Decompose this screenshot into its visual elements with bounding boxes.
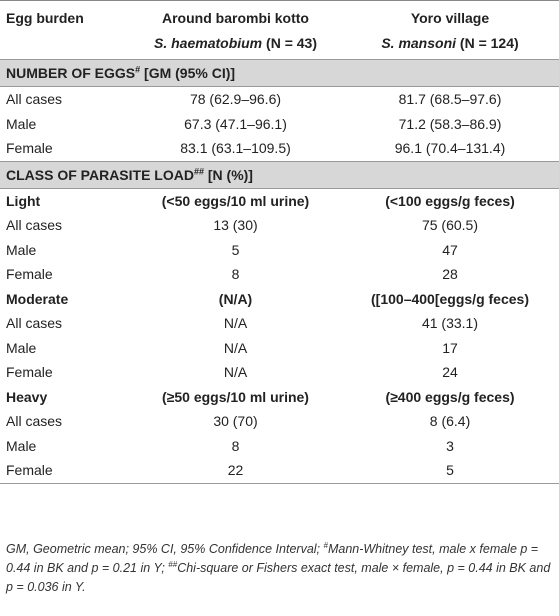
group-row-moderate	[0, 287, 559, 312]
table-row	[0, 112, 559, 137]
row-label: All cases	[6, 413, 63, 430]
footnote-mann-whitney: Mann-Whitney test, male x female p = 0.44 in BK and p = 0.21 in Y;	[6, 542, 539, 575]
table-row	[0, 262, 559, 287]
cell-bk: 78 (62.9–96.6)	[189, 91, 282, 108]
table-row	[0, 213, 559, 238]
section-title: NUMBER OF EGGS# [GM (95% CI)]	[0, 60, 559, 87]
cell-y: 5	[446, 462, 454, 479]
cell-bk: 83.1 (63.1–109.5)	[180, 140, 291, 157]
cell-y: 24	[442, 364, 458, 381]
cell-y: 81.7 (68.5–97.6)	[398, 91, 502, 108]
cell-bk: 8	[231, 266, 240, 283]
table-row	[0, 409, 559, 434]
cell-bk: N/A	[223, 364, 248, 381]
footnote-mark-2: ##	[168, 559, 178, 569]
footnote-mark-1: #	[323, 540, 328, 550]
table-bottom-rule	[0, 483, 559, 484]
cell-y: 47	[442, 241, 458, 258]
cell-bk: 13 (30)	[213, 217, 258, 234]
section-number-of-eggs	[0, 60, 559, 87]
cell-y: 96.1 (70.4–131.4)	[394, 140, 506, 157]
row-label: Female	[6, 462, 53, 479]
cell-y: 28	[442, 266, 458, 283]
table-header-row	[0, 1, 559, 52]
table-row	[0, 238, 559, 263]
header-barombi-n: (N = 43)	[266, 35, 317, 51]
cell-y: 3	[446, 437, 454, 454]
table-row	[0, 360, 559, 385]
cell-bk: 8	[231, 437, 240, 454]
table-row	[0, 458, 559, 483]
row-label: All cases	[6, 217, 63, 234]
group-row-light	[0, 188, 559, 213]
header-barombi-kotto	[130, 1, 341, 52]
cell-bk: 22	[227, 462, 244, 479]
group-y-threshold: ([100–400[eggs/g feces)	[371, 290, 529, 307]
group-y-threshold: (≥400 eggs/g feces)	[385, 388, 515, 405]
group-label: Moderate	[6, 290, 69, 307]
row-label: Male	[6, 339, 37, 356]
group-row-heavy	[0, 385, 559, 410]
header-barombi-title: Around barombi kotto	[162, 10, 309, 26]
cell-bk: 5	[231, 241, 240, 258]
group-bk-threshold: (N/A)	[218, 290, 253, 307]
header-yoro-subtitle	[341, 35, 559, 51]
group-y-threshold: (<100 eggs/g feces)	[385, 192, 515, 209]
row-label: All cases	[6, 315, 63, 332]
header-egg-burden: Egg burden	[6, 10, 84, 26]
row-label: Female	[6, 266, 53, 283]
header-yoro-title: Yoro village	[410, 10, 490, 26]
cell-bk: N/A	[223, 315, 248, 332]
row-label: All cases	[6, 91, 63, 108]
cell-y: 17	[442, 339, 458, 356]
header-barombi-subtitle	[130, 35, 341, 51]
group-label: Light	[6, 192, 41, 209]
table-row	[0, 434, 559, 459]
row-label: Male	[6, 437, 37, 454]
cell-bk: N/A	[223, 339, 248, 356]
group-bk-threshold: (≥50 eggs/10 ml urine)	[162, 388, 309, 405]
header-barombi-species: S. haematobium	[154, 35, 263, 51]
table-footnote	[6, 540, 551, 597]
row-label: Female	[6, 364, 53, 381]
cell-y: 75 (60.5)	[421, 217, 479, 234]
cell-bk: 30 (70)	[213, 413, 258, 430]
group-label: Heavy	[6, 388, 48, 405]
header-yoro-village	[341, 1, 559, 52]
section-class-of-parasite-load	[0, 161, 559, 188]
table-row	[0, 87, 559, 112]
row-label: Male	[6, 241, 37, 258]
cell-bk: 67.3 (47.1–96.1)	[184, 115, 287, 132]
group-bk-threshold: (<50 eggs/10 ml urine)	[161, 192, 310, 209]
header-yoro-n: (N = 124)	[459, 35, 519, 51]
footnote-abbrev: GM, Geometric mean; 95% CI, 95% Confidence Interval;	[6, 542, 324, 556]
footnote-chi-square: Chi-square or Fishers exact test, male × female, p = 0.44 in BK and p = 0.036 in Y.	[6, 561, 551, 594]
cell-y: 8 (6.4)	[429, 413, 471, 430]
row-label: Female	[6, 140, 53, 157]
table-row	[0, 136, 559, 161]
table-row	[0, 311, 559, 336]
table-row	[0, 336, 559, 361]
row-label: Male	[6, 115, 37, 132]
cell-y: 71.2 (58.3–86.9)	[398, 115, 502, 132]
cell-y: 41 (33.1)	[421, 315, 479, 332]
section-title: CLASS OF PARASITE LOAD## [N (%)]	[0, 161, 559, 188]
header-yoro-species: S. mansoni	[381, 35, 457, 51]
